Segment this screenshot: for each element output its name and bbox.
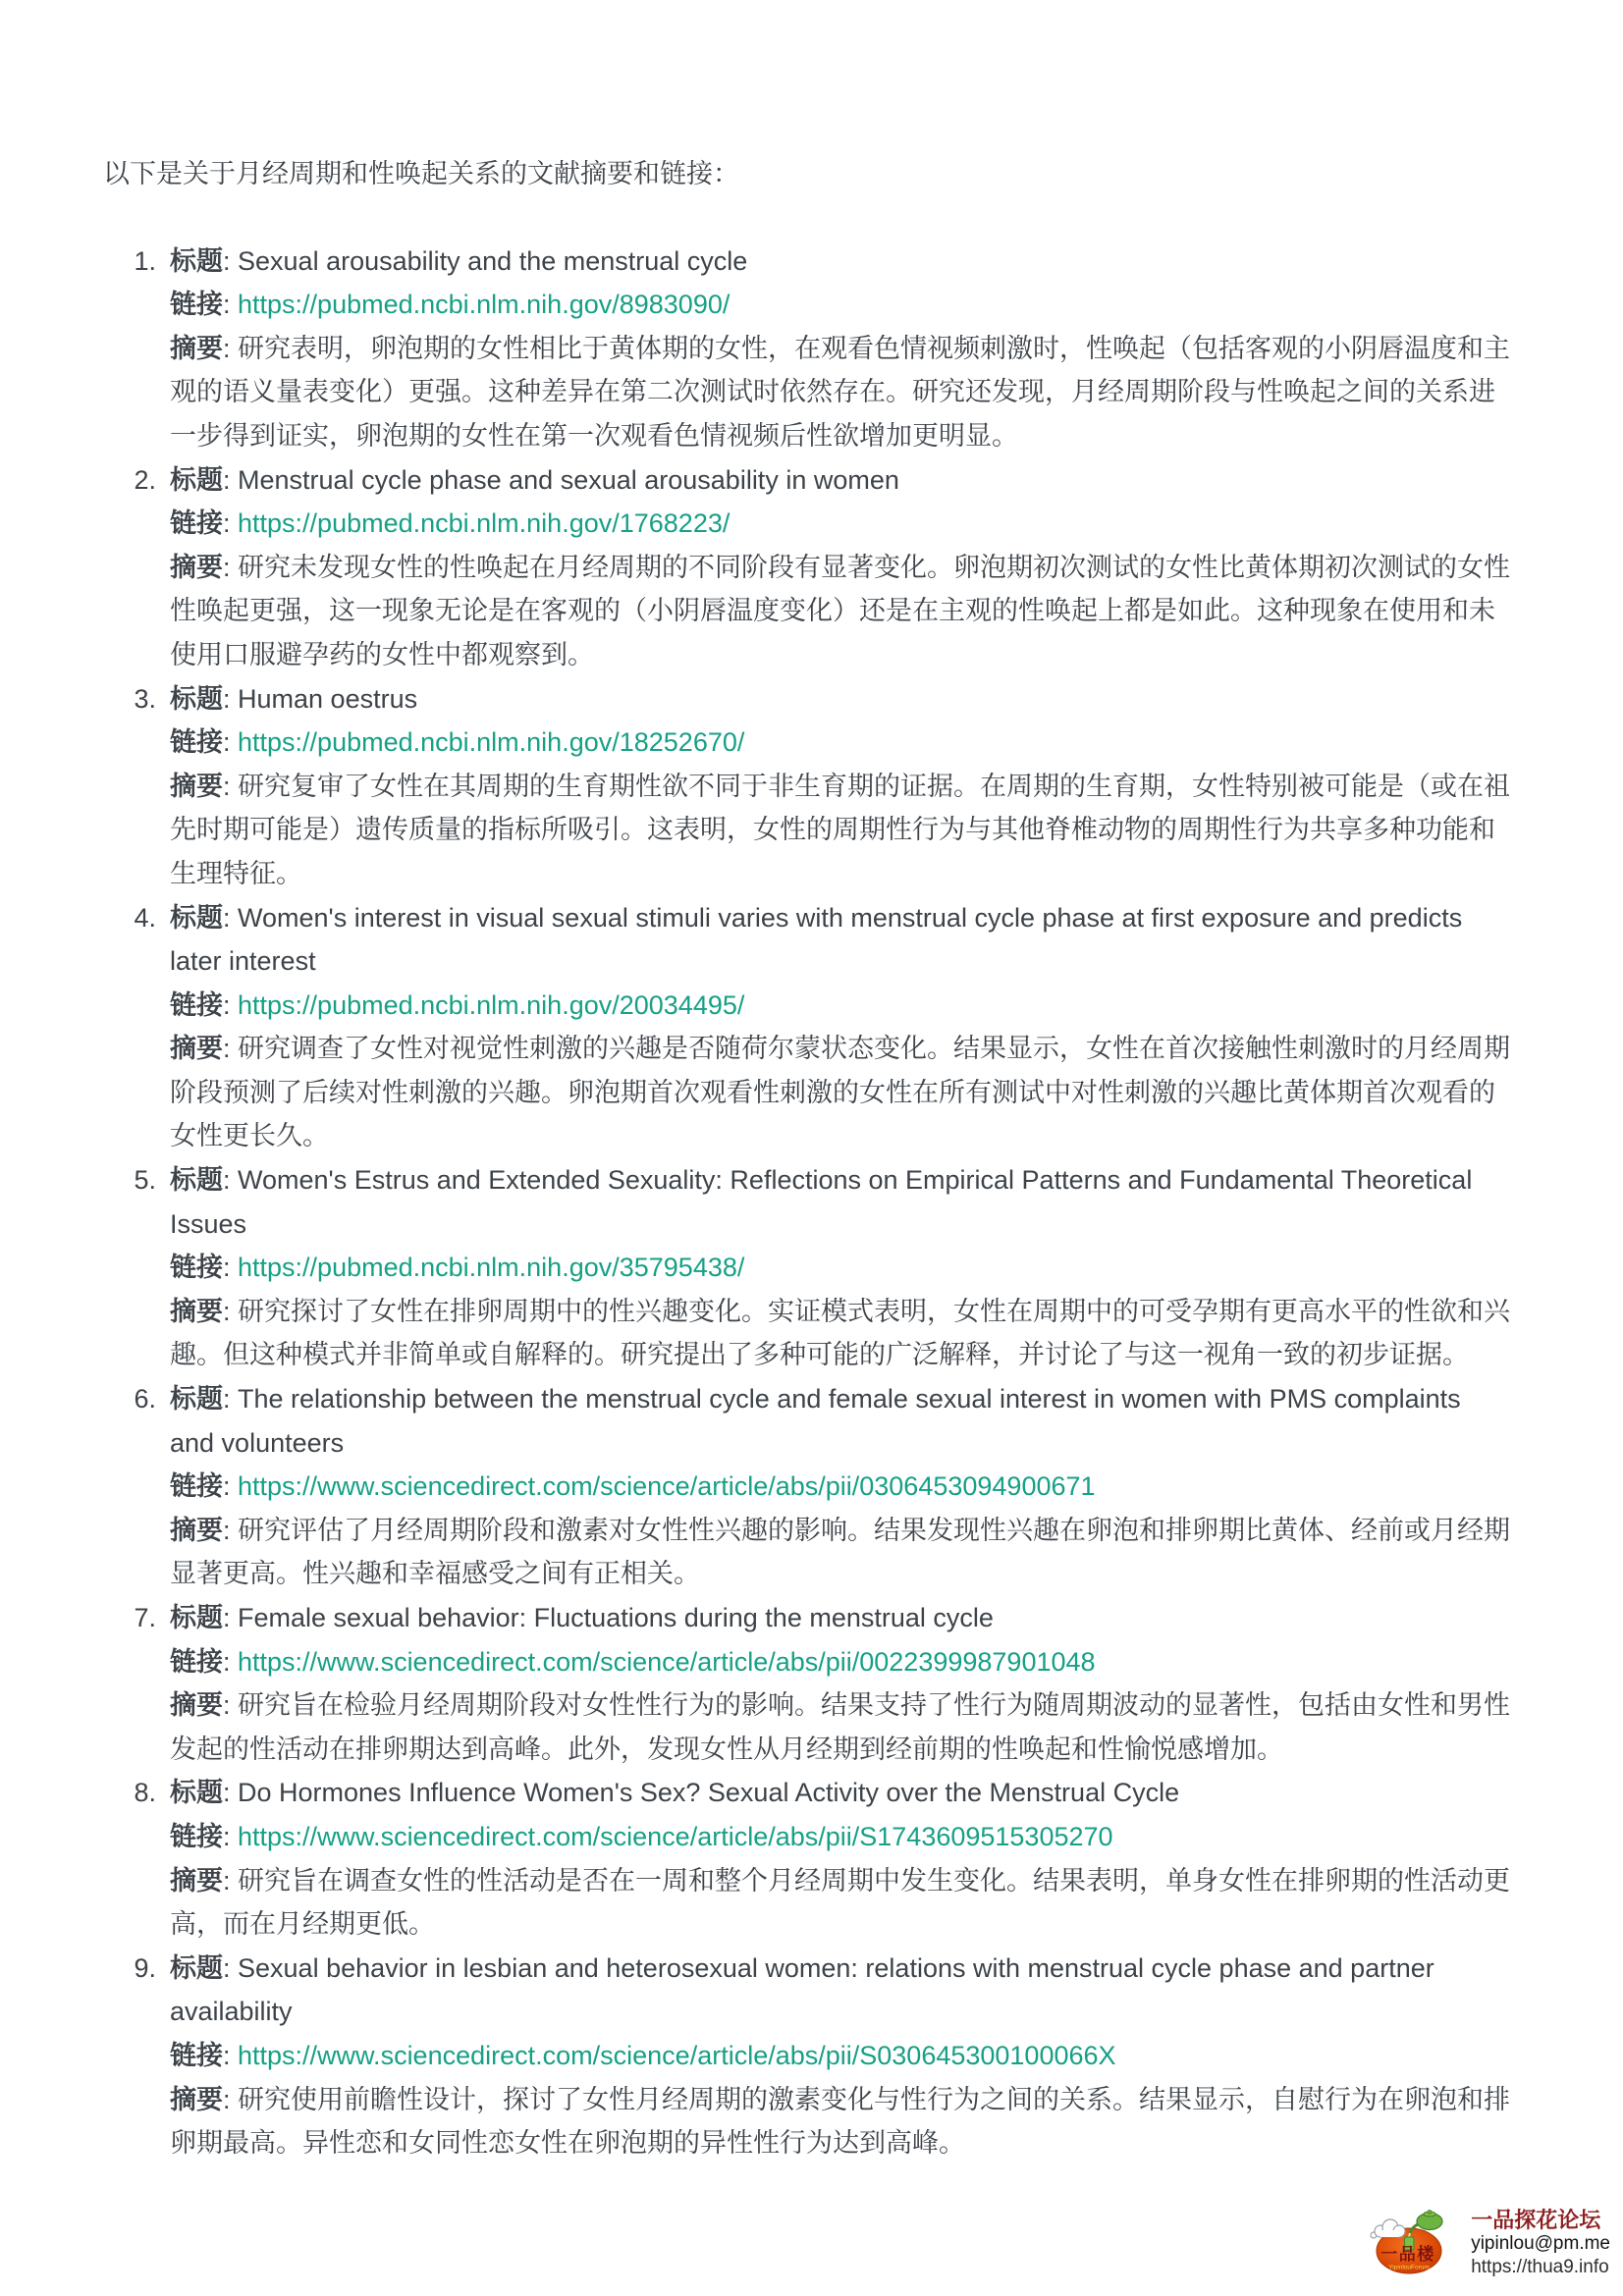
reference-abstract: 研究旨在调查女性的性活动是否在一周和整个月经周期中发生变化。结果表明，单身女性在排卵期的性活动更高，而在月经期更低。: [170, 1865, 1511, 1940]
reference-abstract-line: [170, 327, 1512, 458]
reference-title-line: [170, 677, 1512, 721]
reference-abstract: 研究探讨了女性在排卵周期中的性兴趣变化。实证模式表明，女性在周期中的可受孕期有更高水平的性欲和兴趣。但这种模式并非简单或自解释的。研究提出了多种可能的广泛解释，并讨论了与这一视角一致的初步证据。: [170, 1296, 1511, 1370]
label-colon: :: [223, 2084, 239, 2114]
forum-logo: [1367, 2209, 1449, 2279]
reference-title: Sexual behavior in lesbian and heterosexual women: relations with menstrual cycle phase and partner availability: [170, 1952, 1434, 2027]
label-colon: :: [223, 1603, 239, 1632]
reference-abstract-line: [170, 1683, 1512, 1771]
reference-link[interactable]: https://www.sciencedirect.com/science/article/abs/pii/0306453094900671: [238, 1471, 1096, 1502]
title-label: 标题: [170, 464, 223, 495]
abstract-label: 摘要: [170, 1515, 223, 1545]
title-label: 标题: [170, 1603, 223, 1632]
label-colon: :: [223, 464, 239, 495]
reference-link[interactable]: https://www.sciencedirect.com/science/article/abs/pii/S1743609515305270: [238, 1821, 1113, 1851]
reference-number: 5.: [134, 1165, 156, 1196]
reference-number: 9.: [134, 1952, 156, 1983]
abstract-label: 摘要: [170, 1865, 223, 1896]
watermark: [1367, 2208, 1610, 2279]
label-colon: :: [223, 1690, 239, 1721]
label-colon: :: [223, 1034, 239, 1064]
label-colon: :: [223, 727, 239, 758]
reference-link[interactable]: https://pubmed.ncbi.nlm.nih.gov/35795438/: [238, 1253, 745, 1283]
reference-item: [103, 240, 1512, 458]
reference-title: Menstrual cycle phase and sexual arousability in women: [238, 464, 899, 495]
reference-abstract: 研究使用前瞻性设计，探讨了女性月经周期的激素变化与性行为之间的关系。结果显示，自慰行为在卵泡和排卵期最高。异性恋和女同性恋女性在卵泡期的异性性行为达到高峰。: [170, 2084, 1511, 2159]
reference-link-line: [170, 1246, 1512, 1290]
title-label: 标题: [170, 1952, 223, 1983]
reference-link-line: [170, 1640, 1512, 1684]
reference-title: Sexual arousability and the menstrual cycle: [238, 245, 748, 276]
link-label: 链接: [170, 1646, 223, 1677]
title-label: 标题: [170, 1778, 223, 1808]
abstract-label: 摘要: [170, 333, 223, 363]
title-label: 标题: [170, 245, 223, 276]
reference-link-line: [170, 721, 1512, 765]
forum-email: yipinlou@pm.me: [1471, 2233, 1610, 2254]
reference-title: Women's Estrus and Extended Sexuality: Reflections on Empirical Patterns and Fundamental Theoretical Issues: [170, 1165, 1473, 1239]
reference-link[interactable]: https://pubmed.ncbi.nlm.nih.gov/18252670/: [238, 727, 745, 758]
reference-link[interactable]: https://pubmed.ncbi.nlm.nih.gov/8983090/: [238, 290, 730, 320]
label-colon: :: [223, 1865, 239, 1896]
reference-title-line: [170, 1377, 1512, 1465]
reference-number: 4.: [134, 902, 156, 933]
reference-link-line: [170, 283, 1512, 327]
label-colon: :: [223, 1778, 239, 1808]
link-label: 链接: [170, 290, 223, 320]
abstract-label: 摘要: [170, 552, 223, 582]
reference-title: Human oestrus: [238, 683, 418, 714]
reference-item: [103, 1947, 1512, 2165]
link-label: 链接: [170, 727, 223, 758]
abstract-label: 摘要: [170, 1690, 223, 1721]
reference-link-line: [170, 984, 1512, 1028]
reference-title-line: [170, 1158, 1512, 1246]
forum-name: 一品探花论坛: [1471, 2208, 1601, 2232]
reference-abstract: 研究旨在检验月经周期阶段对女性性行为的影响。结果支持了性行为随周期波动的显著性，包括由女性和男性发起的性活动在排卵期达到高峰。此外，发现女性从月经期到经前期的性唤起和性愉悦感增加。: [170, 1690, 1511, 1764]
label-colon: :: [223, 1253, 239, 1283]
reference-abstract-line: [170, 1509, 1512, 1596]
label-colon: :: [223, 989, 239, 1020]
reference-link-line: [170, 502, 1512, 546]
reference-list: [103, 240, 1512, 2165]
label-colon: :: [223, 1165, 239, 1196]
label-colon: :: [223, 1471, 239, 1502]
label-colon: :: [223, 683, 239, 714]
abstract-label: 摘要: [170, 1034, 223, 1064]
reference-number: 7.: [134, 1603, 156, 1632]
reference-item: [103, 1596, 1512, 1771]
label-colon: :: [223, 1821, 239, 1851]
reference-item: [103, 1771, 1512, 1946]
label-colon: :: [223, 771, 239, 801]
reference-link[interactable]: https://www.sciencedirect.com/science/article/abs/pii/0022399987901048: [238, 1646, 1096, 1677]
reference-abstract-line: [170, 1290, 1512, 1377]
reference-link-line: [170, 1815, 1512, 1859]
label-colon: :: [223, 1952, 239, 1983]
reference-link-line: [170, 1465, 1512, 1509]
logo-subtext: YipinlouForum: [1388, 2264, 1431, 2270]
label-colon: :: [223, 508, 239, 539]
reference-item: [103, 896, 1512, 1159]
title-label: 标题: [170, 1384, 223, 1415]
reference-item: [103, 677, 1512, 896]
label-colon: :: [223, 1296, 239, 1326]
reference-title: The relationship between the menstrual cycle and female sexual interest in women with PMS complaints and volunteers: [170, 1384, 1461, 1458]
reference-abstract-line: [170, 1859, 1512, 1947]
label-colon: :: [223, 902, 239, 933]
label-colon: :: [223, 333, 239, 363]
title-label: 标题: [170, 683, 223, 714]
abstract-label: 摘要: [170, 1296, 223, 1326]
label-colon: :: [223, 245, 239, 276]
title-label: 标题: [170, 902, 223, 933]
link-label: 链接: [170, 989, 223, 1020]
label-colon: :: [223, 2040, 239, 2070]
reference-title-line: [170, 458, 1512, 503]
reference-link[interactable]: https://pubmed.ncbi.nlm.nih.gov/20034495/: [238, 989, 745, 1020]
reference-link[interactable]: https://pubmed.ncbi.nlm.nih.gov/1768223/: [238, 508, 730, 539]
reference-abstract: 研究复审了女性在其周期的生育期性欲不同于非生育期的证据。在周期的生育期，女性特别被可能是（或在祖先时期可能是）遗传质量的指标所吸引。这表明，女性的周期性行为与其他脊椎动物的周期性行为共享多种功能和生理特征。: [170, 771, 1511, 888]
label-colon: :: [223, 290, 239, 320]
label-colon: :: [223, 1515, 239, 1545]
reference-title: Do Hormones Influence Women's Sex? Sexual Activity over the Menstrual Cycle: [238, 1778, 1180, 1808]
reference-title-line: [170, 1947, 1512, 2034]
label-colon: :: [223, 1384, 239, 1415]
reference-item: [103, 458, 1512, 677]
intro-text: 以下是关于月经周期和性唤起关系的文献摘要和链接：: [103, 159, 739, 188]
reference-link-line: [170, 2034, 1512, 2078]
reference-number: 3.: [134, 683, 156, 714]
reference-abstract-line: [170, 2078, 1512, 2165]
reference-title-line: [170, 1596, 1512, 1640]
label-colon: :: [223, 552, 239, 582]
abstract-label: 摘要: [170, 771, 223, 801]
link-label: 链接: [170, 1821, 223, 1851]
abstract-label: 摘要: [170, 2084, 223, 2114]
forum-url: https://thua9.info: [1471, 2257, 1609, 2277]
label-colon: :: [223, 1646, 239, 1677]
reference-abstract-line: [170, 765, 1512, 896]
logo-text: 一品楼: [1380, 2244, 1435, 2264]
reference-title-line: [170, 1771, 1512, 1815]
reference-abstract: 研究评估了月经周期阶段和激素对女性性兴趣的影响。结果发现性兴趣在卵泡和排卵期比黄体、经前或月经期显著更高。性兴趣和幸福感受之间有正相关。: [170, 1515, 1511, 1589]
title-label: 标题: [170, 1165, 223, 1196]
reference-title: Women's interest in visual sexual stimuli varies with menstrual cycle phase at first exposure and predicts later interest: [170, 902, 1463, 977]
link-label: 链接: [170, 508, 223, 539]
reference-number: 8.: [134, 1778, 156, 1808]
reference-number: 2.: [134, 464, 156, 495]
reference-abstract: 研究调查了女性对视觉性刺激的兴趣是否随荷尔蒙状态变化。结果显示，女性在首次接触性刺激时的月经周期阶段预测了后续对性刺激的兴趣。卵泡期首次观看性刺激的女性在所有测试中对性刺激的兴趣比黄体期首次观看的女性更长久。: [170, 1034, 1511, 1151]
reference-number: 1.: [134, 245, 156, 276]
link-label: 链接: [170, 1253, 223, 1283]
reference-item: [103, 1377, 1512, 1596]
reference-item: [103, 1158, 1512, 1377]
reference-abstract: 研究未发现女性的性唤起在月经周期的不同阶段有显著变化。卵泡期初次测试的女性比黄体期初次测试的女性性唤起更强，这一现象无论是在客观的（小阴唇温度变化）还是在主观的性唤起上都是如此。这种现象在使用和未使用口服避孕药的女性中都观察到。: [170, 552, 1511, 669]
reference-number: 6.: [134, 1384, 156, 1415]
link-label: 链接: [170, 1471, 223, 1502]
reference-abstract: 研究表明，卵泡期的女性相比于黄体期的女性，在观看色情视频刺激时，性唤起（包括客观的小阴唇温度和主观的语义量表变化）更强。这种差异在第二次测试时依然存在。研究还发现，月经周期阶段与性唤起之间的关系进一步得到证实，卵泡期的女性在第一次观看色情视频后性欲增加更明显。: [170, 333, 1511, 451]
reference-title: Female sexual behavior: Fluctuations during the menstrual cycle: [238, 1603, 994, 1632]
reference-abstract-line: [170, 546, 1512, 677]
reference-title-line: [170, 896, 1512, 984]
reference-abstract-line: [170, 1027, 1512, 1158]
reference-link[interactable]: https://www.sciencedirect.com/science/article/abs/pii/S030645300100066X: [238, 2040, 1116, 2070]
link-label: 链接: [170, 2040, 223, 2070]
reference-title-line: [170, 240, 1512, 284]
